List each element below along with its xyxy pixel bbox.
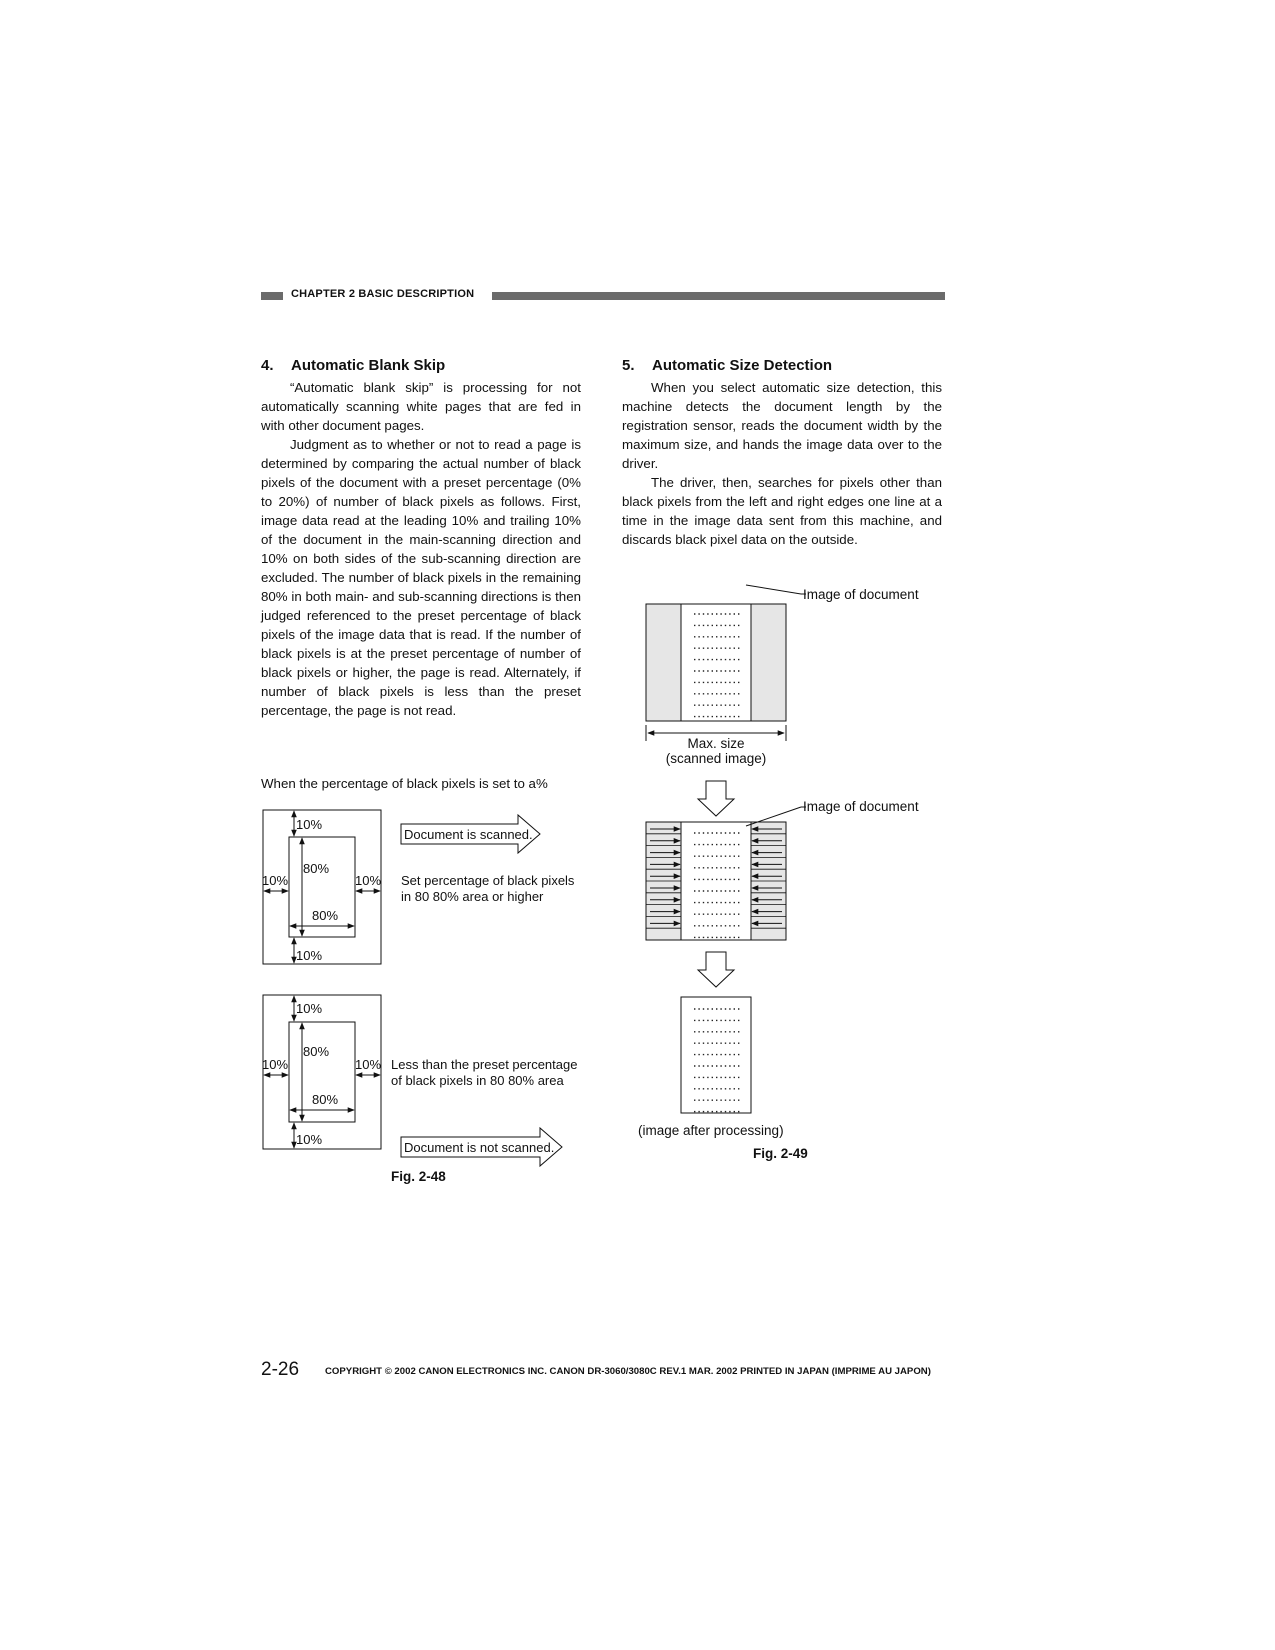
chapter-heading: CHAPTER 2 BASIC DESCRIPTION [291,288,475,300]
paragraph: “Automatic blank skip” is processing for not automatically scanning white pages that are fed in with other document pages. [261,380,581,433]
down-arrow-icon [698,952,734,987]
image-of-document-label: Image of document [803,587,919,602]
down-arrow-icon [698,781,734,816]
max-size-label: Max. size [687,736,745,751]
pct-left: 10% [262,1057,289,1072]
pct-bottom: 10% [296,948,323,963]
after-processing-label: (image after processing) [638,1123,784,1138]
blank-skip-diagram-scanned [262,810,381,964]
edge-search-diagram [646,799,919,940]
max-size-scan-diagram [646,585,919,766]
pct-top: 10% [296,817,323,832]
pct-inner-v: 80% [303,861,330,876]
pct-bottom: 10% [296,1132,323,1147]
not-scanned-label: Document is not scanned. [404,1140,555,1155]
condition-high-line1: Set percentage of black pixels [401,873,575,888]
pct-right: 10% [355,873,382,888]
scanned-image-label: (scanned image) [665,751,767,766]
pct-inner-v: 80% [303,1044,330,1059]
condition-high-line2: in 80 80% area or higher [401,889,544,904]
pct-left: 10% [262,873,289,888]
section-title: 5. Automatic Size Detection [622,357,833,374]
not-scanned-arrow [401,1128,562,1166]
paragraph: Judgment as to whether or not to read a page is determined by comparing the actual number of black pixels of the document with a preset percentage (0% to 20%) of number of black pixels as follows. First, image data read at the leading 10% and trailing 10% of the document in the main-scanning direction and 10% on both sides of the sub-scanning direction are excluded. The number of black pixels in the remaining 80% in both main- and sub-scanning directions is then judged referenced to the preset percentage of black pixels of the image data that is read. If the number of black pixels is at the preset percentage of number of black pixels or higher, the page is read. Alternately, if number of black pixels is less than the preset percentage, the page is not read. [261,437,581,718]
scanned-arrow [401,815,540,853]
paragraph: The driver, then, searches for pixels other than black pixels from the left and right edges one line at a time in the image data sent from this machine, and discards black pixel data on the outside. [622,475,942,547]
condition-low-line2: of black pixels in 80 80% area [391,1073,564,1088]
fig-2-49-caption: Fig. 2-49 [753,1146,808,1161]
pct-inner-h: 80% [312,908,339,923]
scanned-label: Document is scanned. [404,827,533,842]
pct-top: 10% [296,1001,323,1016]
pct-right: 10% [355,1057,382,1072]
pct-inner-h: 80% [312,1092,339,1107]
page-number: 2-26 [261,1359,300,1380]
paragraph: When you select automatic size detection, this machine detects the document length by the registration sensor, reads the document width by the maximum size, and hands the image data over to the driver. [622,380,942,471]
copyright-line: COPYRIGHT © 2002 CANON ELECTRONICS INC. CANON DR-3060/3080C REV.1 MAR. 2002 PRINTED IN JAPAN (IMPRIME AU JAPON) [325,1366,931,1377]
figure-lead-in: When the percentage of black pixels is set to a% [261,776,548,791]
section-title: 4. Automatic Blank Skip [261,357,446,374]
condition-low-line1: Less than the preset percentage [391,1057,578,1072]
processed-image-diagram [681,997,751,1113]
blank-skip-diagram-not-scanned [262,995,381,1149]
image-of-document-label: Image of document [803,799,919,814]
fig-2-48-caption: Fig. 2-48 [391,1169,446,1184]
